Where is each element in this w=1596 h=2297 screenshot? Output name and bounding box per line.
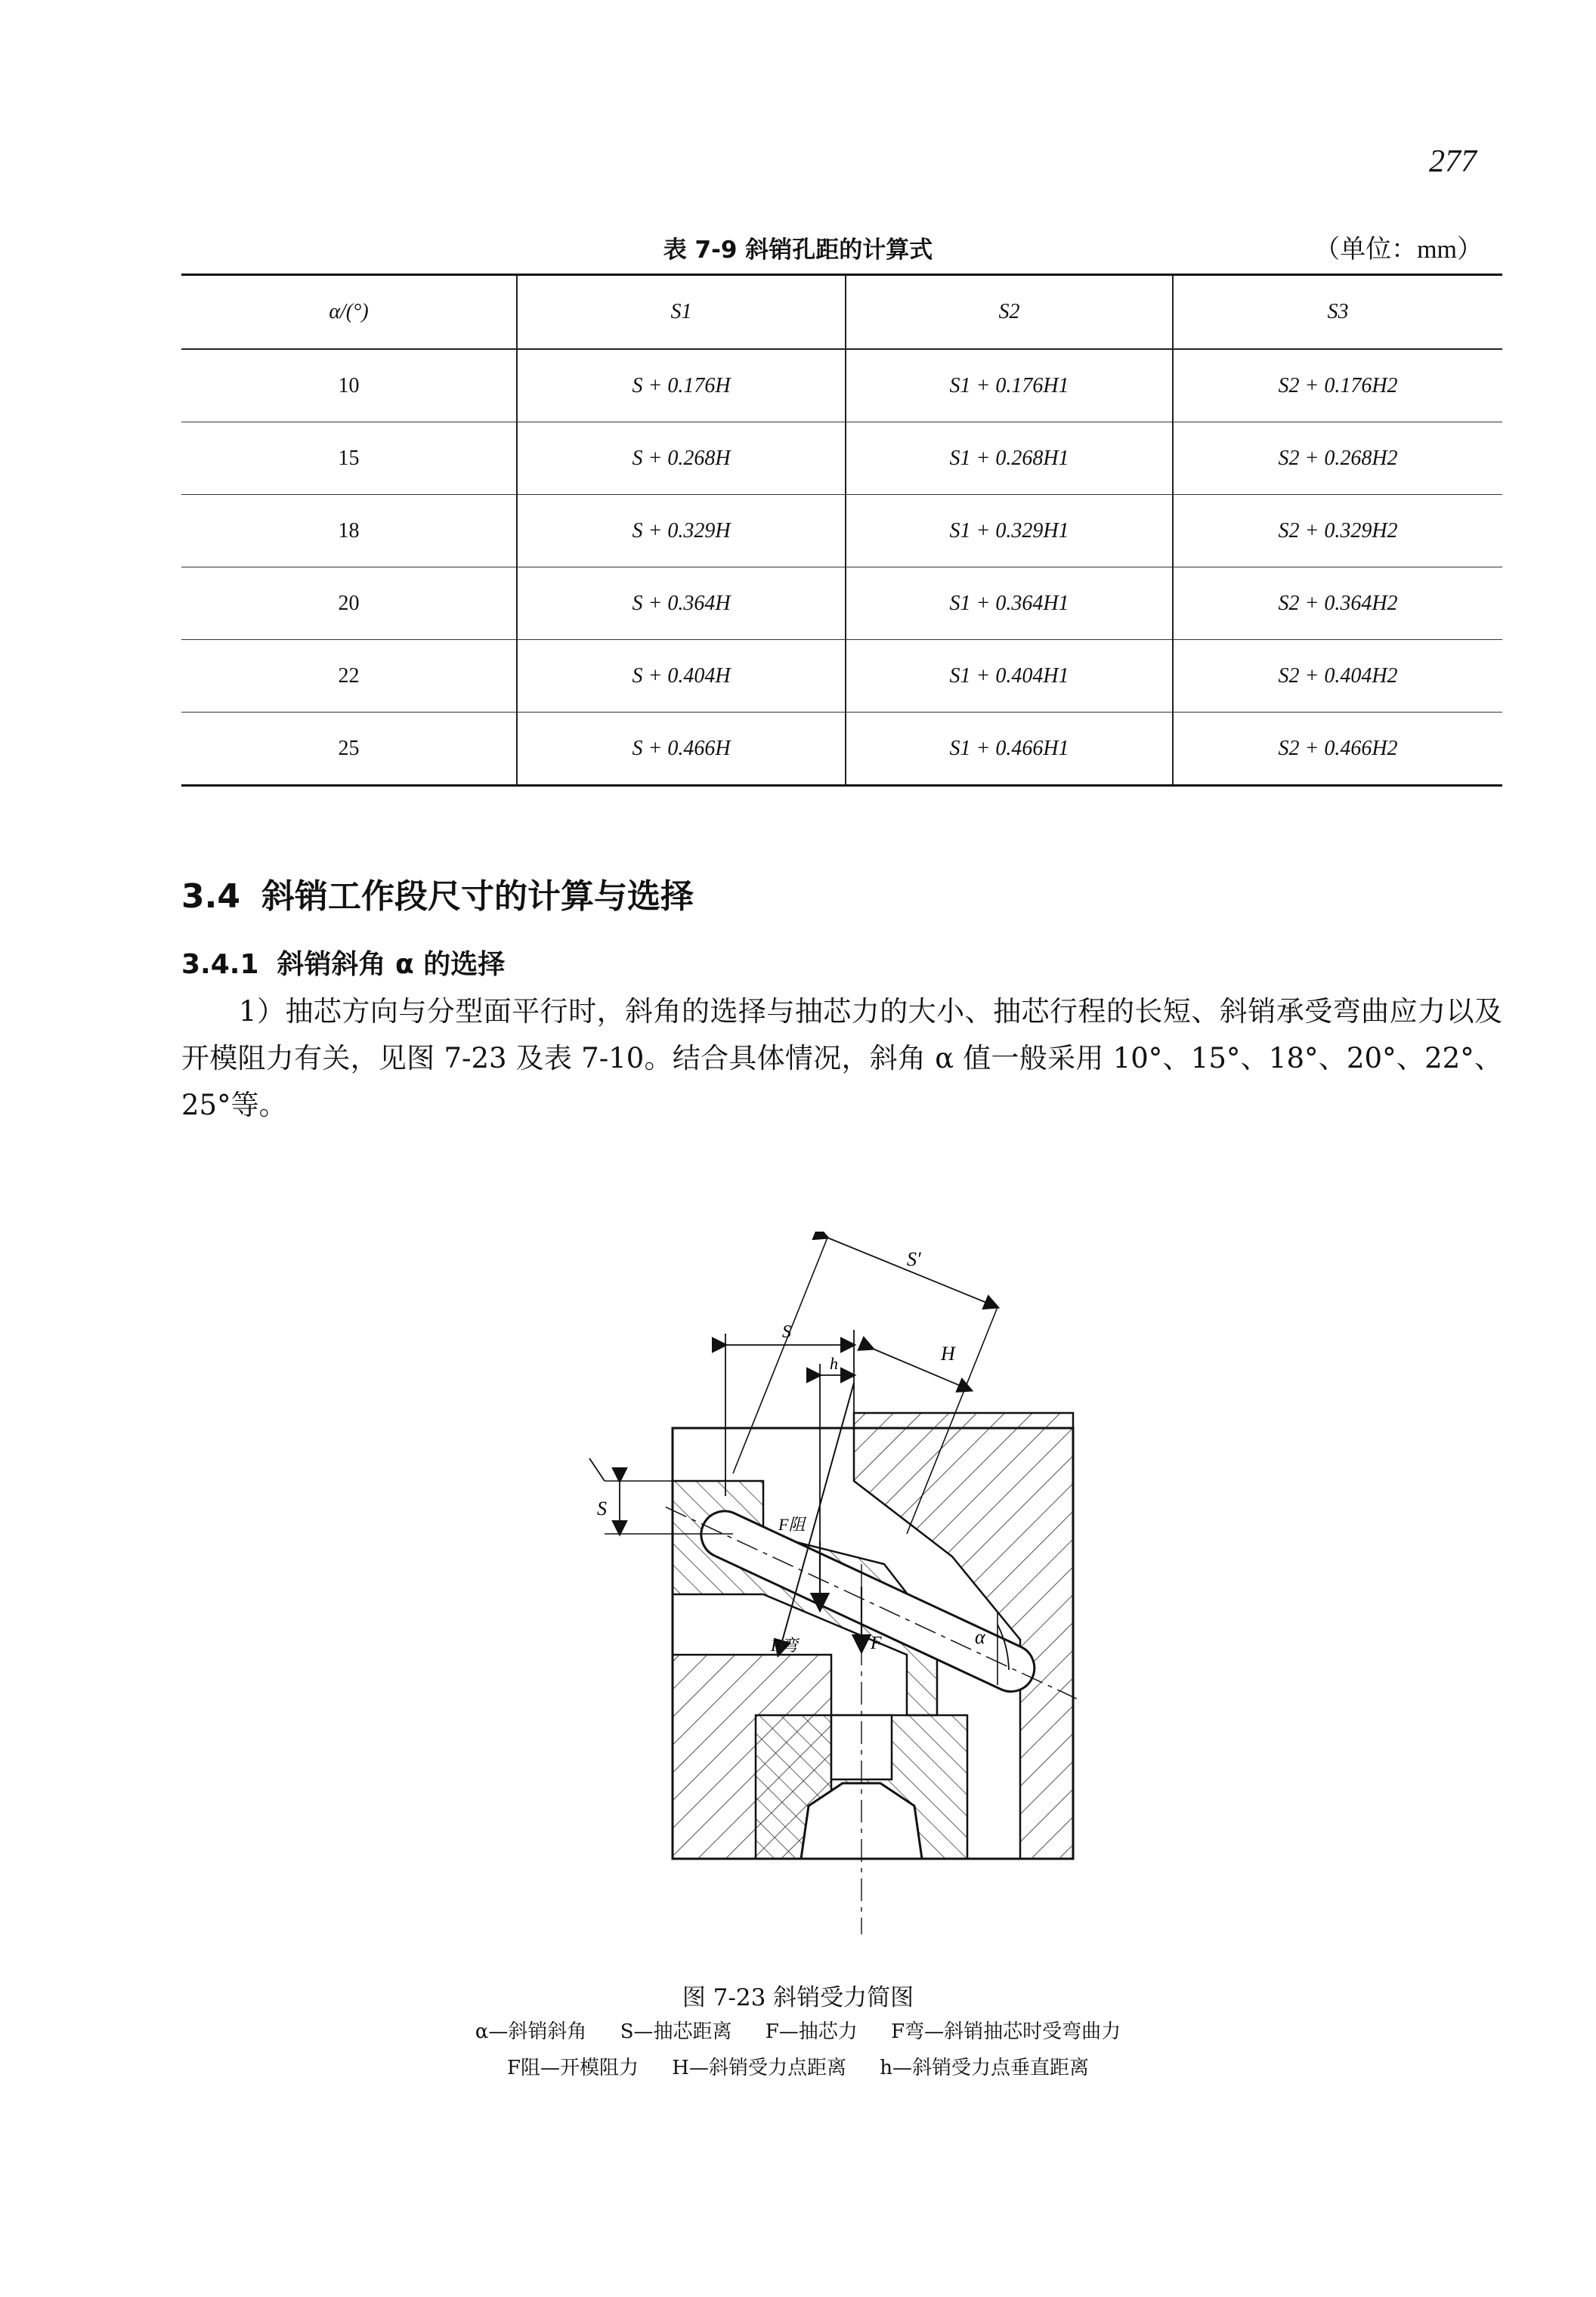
dim-s-prime-ext1 [733,1238,827,1473]
table-header-row [181,275,1502,350]
page-number: 277 [1429,144,1477,179]
cell-s1: S + 0.466H [517,713,846,786]
cell-s2: S1 + 0.268H1 [846,422,1173,495]
cell-s3: S2 + 0.268H2 [1173,422,1502,495]
cell-s1: S + 0.329H [517,495,846,567]
legend-item: h—斜销受力点垂直距离 [880,2057,1089,2079]
figure-caption: 图 7-23 斜销受力简图 [682,1984,914,2011]
cell-s2: S1 + 0.404H1 [846,640,1173,713]
figure-legend-line-1 [0,2016,1596,2044]
subsection-heading: 斜销斜角 α 的选择 [277,949,506,980]
label-f: F [871,1634,882,1653]
cell-s3: S2 + 0.329H2 [1173,495,1502,567]
cell-s2: S1 + 0.176H1 [846,349,1173,422]
legend-item: α—斜销斜角 [475,2020,587,2043]
section-title [181,869,694,917]
figure-legend-line-2 [0,2052,1596,2080]
cell-s2: S1 + 0.329H1 [846,495,1173,567]
dim-h-big [873,1349,971,1390]
table-row [181,495,1502,567]
label-s-prime: S′ [907,1248,921,1270]
inclined-pin-force-diagram [574,1232,1164,1942]
label-f-resist: F阻 [778,1515,806,1534]
label-s-top: S [782,1322,791,1342]
header-alpha: α/(°) [181,275,517,350]
section-number: 3.4 [181,877,240,916]
cell-s3: S2 + 0.404H2 [1173,640,1502,713]
cell-alpha: 20 [181,567,517,640]
cell-s3: S2 + 0.364H2 [1173,567,1502,640]
legend-item: F—抽芯力 [765,2020,858,2043]
table-row [181,713,1502,786]
cell-alpha: 10 [181,349,517,422]
section-heading: 斜销工作段尺寸的计算与选择 [261,877,694,916]
legend-item: F弯—斜销抽芯时受弯曲力 [891,2020,1121,2043]
cell-s3: S2 + 0.176H2 [1173,349,1502,422]
cell-s2: S1 + 0.466H1 [846,713,1173,786]
cell-alpha: 18 [181,495,517,567]
cell-alpha: 25 [181,713,517,786]
table-row [181,567,1502,640]
body-paragraph: 1）抽芯方向与分型面平行时，斜角的选择与抽芯力的大小、抽芯行程的长短、斜销承受弯曲应力以及开模阻力有关，见图 7-23 及表 7-10。结合具体情况，斜角 α 值一般采用 10°、15°、18°、20°、22°、25°等。 [181,995,1502,1121]
cell-s1: S + 0.268H [517,422,846,495]
subsection-number: 3.4.1 [181,949,259,980]
label-h-small: h [830,1354,838,1373]
cell-alpha: 15 [181,422,517,495]
cell-alpha: 22 [181,640,517,713]
header-s3: S3 [1173,275,1502,350]
label-f-bend: F弯 [771,1636,798,1655]
ext-line-tick [589,1458,605,1481]
label-alpha: α [975,1626,985,1648]
table-unit: （单位：mm） [1314,236,1483,264]
cell-s1: S + 0.404H [517,640,846,713]
legend-item: F阻—开模阻力 [506,2057,639,2079]
legend-item: S—抽芯距离 [620,2020,732,2043]
table-row [181,422,1502,495]
label-h-big: H [941,1343,955,1365]
header-s2: S2 [846,275,1173,350]
table-row [181,349,1502,422]
header-s1: S1 [517,275,846,350]
cell-s2: S1 + 0.364H1 [846,567,1173,640]
table-caption: 表 7-9 斜销孔距的计算式 [663,237,933,264]
label-s-left: S [597,1498,607,1519]
legend-item: H—斜销受力点距离 [672,2057,846,2079]
table-row [181,640,1502,713]
subsection-title [181,943,505,982]
hole-distance-table [181,274,1502,787]
cell-s3: S2 + 0.466H2 [1278,736,1398,760]
cell-s1: S + 0.364H [517,567,846,640]
cell-s1: S + 0.176H [517,349,846,422]
